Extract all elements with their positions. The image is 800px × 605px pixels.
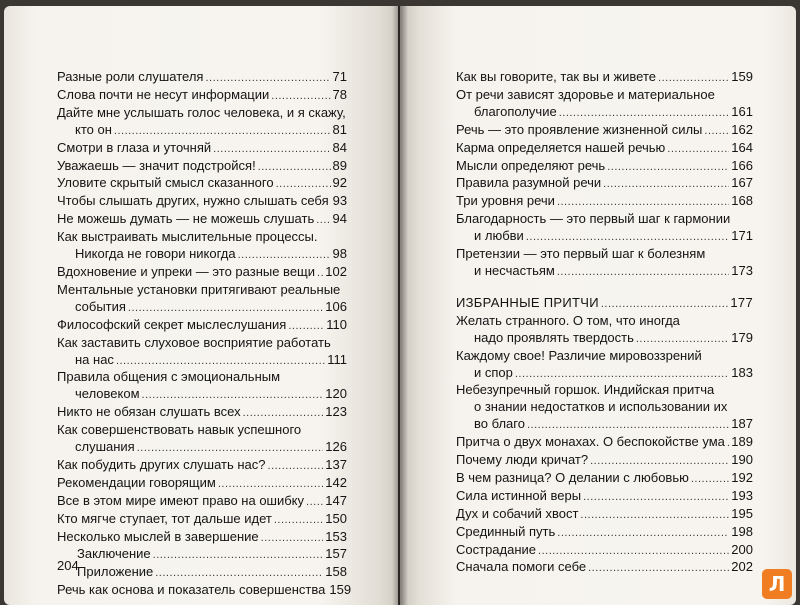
dot-leader xyxy=(274,512,323,529)
toc-page-number: 78 xyxy=(332,86,347,102)
publisher-logo-icon: Л xyxy=(762,569,792,599)
toc-entry-line xyxy=(57,229,347,246)
dot-leader xyxy=(276,176,331,193)
toc-entry-title: Почему люди кричат? xyxy=(456,452,589,468)
toc-entry-last-line xyxy=(456,295,753,313)
toc-entry-title: Вдохновение и упреки — это разные вещи xyxy=(57,263,316,279)
toc-entry-last-line xyxy=(456,193,753,211)
toc-entry xyxy=(57,211,347,229)
toc-entry-title: Никогда не говори никогда xyxy=(75,246,236,262)
toc-entry-title: Благодарность — это первый шаг к гармонии xyxy=(456,211,731,227)
toc-entry-last-line xyxy=(57,475,347,493)
toc-entry xyxy=(456,542,753,560)
toc-entry-last-line xyxy=(57,140,347,158)
toc-page-number: 94 xyxy=(332,211,347,227)
toc-entry-line xyxy=(456,348,753,365)
toc-page-number: 158 xyxy=(325,564,347,580)
toc-entry-title: От речи зависят здоровье и материальное xyxy=(456,86,715,102)
dot-leader xyxy=(205,70,330,87)
toc-entry-title: Как вы говорите, так вы и живете xyxy=(456,69,657,84)
toc-entry xyxy=(456,69,753,87)
toc-entry-title: Приложение xyxy=(77,564,154,580)
dot-leader xyxy=(114,123,331,140)
toc-page-number: 102 xyxy=(325,263,347,279)
dot-leader xyxy=(557,264,729,281)
toc-page-number: 98 xyxy=(332,246,347,262)
toc-page-number: 111 xyxy=(327,351,347,367)
dot-leader xyxy=(153,547,324,564)
toc-entry-last-line xyxy=(456,524,753,542)
toc-entry-title: кто он xyxy=(75,121,112,137)
toc-entry-title: Три уровня речи xyxy=(456,193,555,209)
dot-leader xyxy=(538,543,729,560)
toc-entry-title: и несчастьям xyxy=(474,262,555,278)
toc-entry xyxy=(57,493,347,511)
toc-entry-title: Карма определяется нашей речью xyxy=(456,139,666,155)
toc-entry-last-line xyxy=(57,87,347,105)
toc-entry xyxy=(456,193,753,211)
toc-page-number: 190 xyxy=(731,452,753,468)
toc-entry-last-line xyxy=(57,439,347,457)
toc-entry xyxy=(456,470,753,488)
toc-entry-title: события xyxy=(75,298,126,314)
toc-page-number: 187 xyxy=(731,416,753,432)
toc-entry xyxy=(57,422,347,457)
toc-entry xyxy=(57,105,347,140)
dot-leader xyxy=(691,471,729,488)
toc-entry xyxy=(57,564,347,582)
toc-entry-title: Правила разумной речи xyxy=(456,175,602,191)
toc-entry-last-line xyxy=(456,330,753,348)
toc-entry-title: Как заставить слуховое восприятие работать xyxy=(57,334,331,350)
toc-entry-last-line xyxy=(57,511,347,529)
toc-entry xyxy=(57,529,347,547)
toc-page-number: 202 xyxy=(731,559,753,575)
toc-entry-last-line xyxy=(57,582,352,600)
toc-entry-title: Дайте мне услышать голос человека, и я скажу, xyxy=(57,104,346,120)
toc-page-number: 71 xyxy=(332,69,347,84)
toc-entry-last-line xyxy=(57,175,347,193)
toc-page-number: 164 xyxy=(731,139,753,155)
dot-leader xyxy=(515,366,729,383)
toc-entry-title: Как совершенствовать навык успешного xyxy=(57,422,302,438)
toc-entry xyxy=(57,264,347,282)
toc-entry-title: Все в этом мире имеют право на ошибку xyxy=(57,492,305,508)
toc-page-number: 153 xyxy=(325,528,347,544)
toc-entry-last-line xyxy=(57,211,347,229)
dot-leader xyxy=(317,265,323,282)
dot-leader xyxy=(258,159,331,176)
toc-entry-title: слушания xyxy=(75,439,135,455)
dot-leader xyxy=(128,300,323,317)
toc-entry-line xyxy=(456,382,753,399)
toc-entry-title: о знании недостатков и использовании их xyxy=(474,399,728,415)
toc-entry-last-line xyxy=(456,104,753,122)
toc-entry-last-line xyxy=(456,263,753,281)
toc-entry-line xyxy=(456,211,753,228)
toc-entry-title: Правила общения с эмоциональным xyxy=(57,369,281,385)
dot-leader xyxy=(218,476,323,493)
toc-entry xyxy=(57,282,347,317)
toc-entry-title: Каждому свое! Различие мировоззрений xyxy=(456,347,702,363)
toc-entry-last-line xyxy=(456,228,753,246)
toc-page-number: 171 xyxy=(731,228,753,244)
toc-entry-title: Разные роли слушателя xyxy=(57,69,204,84)
toc-entry-line xyxy=(57,422,347,439)
toc-entry-last-line xyxy=(57,317,347,335)
dot-leader xyxy=(704,123,729,140)
toc-entry-title: Речь — это проявление жизненной силы xyxy=(456,121,703,137)
right-page xyxy=(400,6,796,605)
dot-leader xyxy=(243,405,324,422)
toc-page-number: 150 xyxy=(325,510,347,526)
toc-page-number: 189 xyxy=(731,434,753,450)
toc-section-heading xyxy=(456,295,753,313)
toc-entry-title: Не можешь думать — не можешь слушать xyxy=(57,211,315,227)
toc-entry xyxy=(456,175,753,193)
toc-entry-last-line xyxy=(57,352,347,370)
dot-leader xyxy=(238,247,331,264)
dot-leader xyxy=(607,159,729,176)
toc-page-number: 177 xyxy=(730,294,753,310)
toc-entry-line xyxy=(57,105,347,122)
toc-entry-title: Несколько мыслей в завершение xyxy=(57,528,259,544)
toc-entry-title: Смотри в глаза и уточняй xyxy=(57,139,212,155)
dot-leader xyxy=(288,318,324,335)
toc-entry xyxy=(57,175,347,193)
toc-page-number: 137 xyxy=(325,456,347,472)
toc-entry-title: Притча о двух монахах. О беспокойстве ума xyxy=(456,434,725,450)
dot-leader xyxy=(527,417,729,434)
toc-entry-last-line xyxy=(456,69,753,87)
toc-entry-last-line xyxy=(456,542,753,560)
toc-entry-line xyxy=(456,246,753,263)
toc-entry xyxy=(456,524,753,542)
dot-leader xyxy=(116,353,325,370)
toc-entry-last-line xyxy=(57,529,347,547)
table-of-contents-left xyxy=(57,69,352,600)
toc-entry-line xyxy=(57,369,347,386)
toc-entry xyxy=(456,488,753,506)
toc-page-number: 173 xyxy=(731,262,753,278)
toc-entry-title: Дух и собачий хвост xyxy=(456,505,579,521)
toc-page-number: 147 xyxy=(325,492,347,508)
toc-entry xyxy=(456,140,753,158)
dot-leader xyxy=(271,88,330,105)
toc-entry-title: Сначала помоги себе xyxy=(456,559,587,575)
toc-entry xyxy=(456,211,753,246)
toc-page-number: 166 xyxy=(731,157,753,173)
toc-entry-title: Уважаешь — значит подстройся! xyxy=(57,157,256,173)
toc-entry-line xyxy=(456,313,753,330)
toc-page-number: 157 xyxy=(325,546,347,562)
toc-entry-last-line xyxy=(456,416,753,434)
toc-entry-last-line xyxy=(456,158,753,176)
toc-entry-last-line xyxy=(77,564,347,582)
toc-entry-last-line xyxy=(57,193,347,211)
toc-entry xyxy=(57,317,347,335)
toc-entry xyxy=(456,559,753,577)
toc-entry xyxy=(57,335,347,370)
toc-page-number: 183 xyxy=(731,364,753,380)
toc-entry-last-line xyxy=(456,559,753,577)
toc-page-number: 142 xyxy=(325,474,347,490)
toc-entry-last-line xyxy=(57,493,347,511)
toc-entry-title: Никто не обязан слушать всех xyxy=(57,404,241,420)
toc-entry xyxy=(57,511,347,529)
table-of-contents-right xyxy=(456,69,753,577)
toc-page-number: 193 xyxy=(731,487,753,503)
toc-entry xyxy=(456,434,753,452)
toc-entry-last-line xyxy=(456,434,753,452)
dot-leader xyxy=(727,435,729,452)
toc-page-number: 162 xyxy=(731,121,753,137)
toc-entry xyxy=(57,457,347,475)
toc-entry-title: Ментальные установки притягивают реальные xyxy=(57,281,341,297)
toc-entry-title: благополучие xyxy=(474,103,557,119)
toc-entry-last-line xyxy=(456,506,753,524)
toc-entry xyxy=(456,452,753,470)
toc-entry xyxy=(456,122,753,140)
toc-entry xyxy=(57,369,347,404)
dot-leader xyxy=(137,440,324,457)
dot-leader xyxy=(213,141,330,158)
toc-page-number: 120 xyxy=(325,386,347,402)
toc-entry-title: ИЗБРАННЫЕ ПРИТЧИ xyxy=(456,294,599,310)
dot-leader xyxy=(583,489,729,506)
toc-page-number: 198 xyxy=(731,523,753,539)
dot-leader xyxy=(588,560,729,577)
toc-entry xyxy=(57,193,347,211)
toc-entry-title: Срединный путь xyxy=(456,523,556,539)
toc-entry-title: Претензии — это первый шаг к болезням xyxy=(456,246,706,262)
dot-leader xyxy=(636,331,729,348)
toc-page-number: 92 xyxy=(332,175,347,191)
toc-entry-title: Как побудить других слушать нас? xyxy=(57,456,266,472)
left-page xyxy=(4,6,398,605)
dot-leader xyxy=(526,229,729,246)
dot-leader xyxy=(155,565,323,582)
dot-leader xyxy=(316,212,330,229)
toc-page-number: 200 xyxy=(731,541,753,557)
toc-entry-last-line xyxy=(57,264,347,282)
toc-entry xyxy=(57,69,347,87)
toc-entry-line xyxy=(456,87,753,104)
section-spacer xyxy=(456,281,753,295)
toc-entry-last-line xyxy=(456,365,753,383)
toc-page-number: 167 xyxy=(731,175,753,191)
toc-entry xyxy=(456,506,753,524)
toc-page-number: 159 xyxy=(329,582,352,598)
toc-entry-last-line xyxy=(456,122,753,140)
toc-entry-last-line xyxy=(57,158,347,176)
toc-page-number: 84 xyxy=(332,139,347,155)
toc-entry-last-line xyxy=(456,452,753,470)
toc-entry xyxy=(456,246,753,281)
toc-entry-last-line xyxy=(57,457,347,475)
dot-leader xyxy=(142,387,324,404)
toc-entry-title: Желать странного. О том, что иногда xyxy=(456,312,680,328)
toc-entry-last-line xyxy=(77,546,347,564)
toc-entry-last-line xyxy=(57,122,347,140)
toc-entry-last-line xyxy=(57,386,347,404)
toc-page-number: 123 xyxy=(325,404,347,420)
toc-entry-title: во благо xyxy=(474,416,525,432)
toc-entry-title: Слова почти не несут информации xyxy=(57,86,270,102)
dot-leader xyxy=(306,494,323,511)
toc-entry-title: и спор xyxy=(474,364,513,380)
dot-leader xyxy=(557,525,729,542)
toc-page-number: 192 xyxy=(731,469,753,485)
toc-entry-title: Как выстраивать мыслительные процессы. xyxy=(57,229,318,245)
toc-entry-line xyxy=(57,335,347,352)
toc-entry-line xyxy=(57,282,347,299)
toc-entry-title: В чем разница? О делании с любовью xyxy=(456,469,689,485)
dot-leader xyxy=(603,176,729,193)
toc-entry-title: Рекомендации говорящим xyxy=(57,474,216,490)
toc-entry xyxy=(57,546,347,564)
toc-entry-title: Сила истинной веры xyxy=(456,487,582,503)
toc-page-number: 161 xyxy=(731,103,753,119)
toc-entry-last-line xyxy=(57,69,347,87)
toc-page-number: 89 xyxy=(332,157,347,173)
toc-entry xyxy=(57,404,347,422)
toc-entry-title: Небезупречный горшок. Индийская притча xyxy=(456,382,715,398)
toc-entry-title: на нас xyxy=(75,351,114,367)
toc-entry-last-line xyxy=(456,140,753,158)
toc-entry-last-line xyxy=(57,404,347,422)
toc-entry xyxy=(456,87,753,122)
toc-entry xyxy=(456,348,753,383)
dot-leader xyxy=(557,194,729,211)
toc-entry-title: человеком xyxy=(75,386,140,402)
toc-entry xyxy=(57,140,347,158)
toc-entry-title: надо проявлять твердость xyxy=(474,329,634,345)
toc-entry xyxy=(57,582,352,600)
toc-page-number: 168 xyxy=(731,193,753,209)
toc-page-number: 195 xyxy=(731,505,753,521)
toc-page-number: 93 xyxy=(332,193,348,209)
toc-entry-last-line xyxy=(57,299,347,317)
toc-entry-title: Речь как основа и показатель совершенства xyxy=(57,582,326,598)
toc-entry-title: Уловите скрытый смысл сказанного xyxy=(57,175,274,191)
dot-leader xyxy=(658,70,729,87)
toc-page-number: 159 xyxy=(731,69,753,84)
dot-leader xyxy=(261,530,324,547)
dot-leader xyxy=(667,141,729,158)
toc-entry-last-line xyxy=(57,246,347,264)
toc-entry xyxy=(57,229,347,264)
dot-leader xyxy=(559,105,730,122)
dot-leader xyxy=(601,296,729,313)
toc-page-number: 179 xyxy=(731,329,753,345)
toc-page-number: 106 xyxy=(325,298,347,314)
toc-page-number: 110 xyxy=(326,316,347,332)
toc-entry xyxy=(456,382,753,434)
toc-entry-title: Сострадание xyxy=(456,541,537,557)
toc-entry xyxy=(57,158,347,176)
toc-entry xyxy=(456,313,753,348)
toc-entry-last-line xyxy=(456,488,753,506)
toc-entry-title: Чтобы слышать других, нужно слышать себя xyxy=(57,193,329,209)
toc-entry xyxy=(57,87,347,105)
toc-entry-title: Мысли определяют речь xyxy=(456,157,606,173)
toc-entry xyxy=(57,475,347,493)
toc-entry-title: Философский секрет мыслеслушания xyxy=(57,316,287,332)
toc-entry-last-line xyxy=(456,175,753,193)
dot-leader xyxy=(268,458,324,475)
toc-entry-last-line xyxy=(456,470,753,488)
dot-leader xyxy=(590,453,729,470)
page-number: 204 xyxy=(57,558,79,573)
toc-entry-line xyxy=(456,399,753,416)
toc-page-number: 81 xyxy=(332,121,347,137)
toc-page-number: 126 xyxy=(325,439,347,455)
toc-entry-title: Кто мягче ступает, тот дальше идет xyxy=(57,510,272,526)
toc-entry xyxy=(456,158,753,176)
toc-entry-title: и любви xyxy=(474,228,524,244)
dot-leader xyxy=(580,507,729,524)
toc-entry-title: Заключение xyxy=(77,546,151,562)
